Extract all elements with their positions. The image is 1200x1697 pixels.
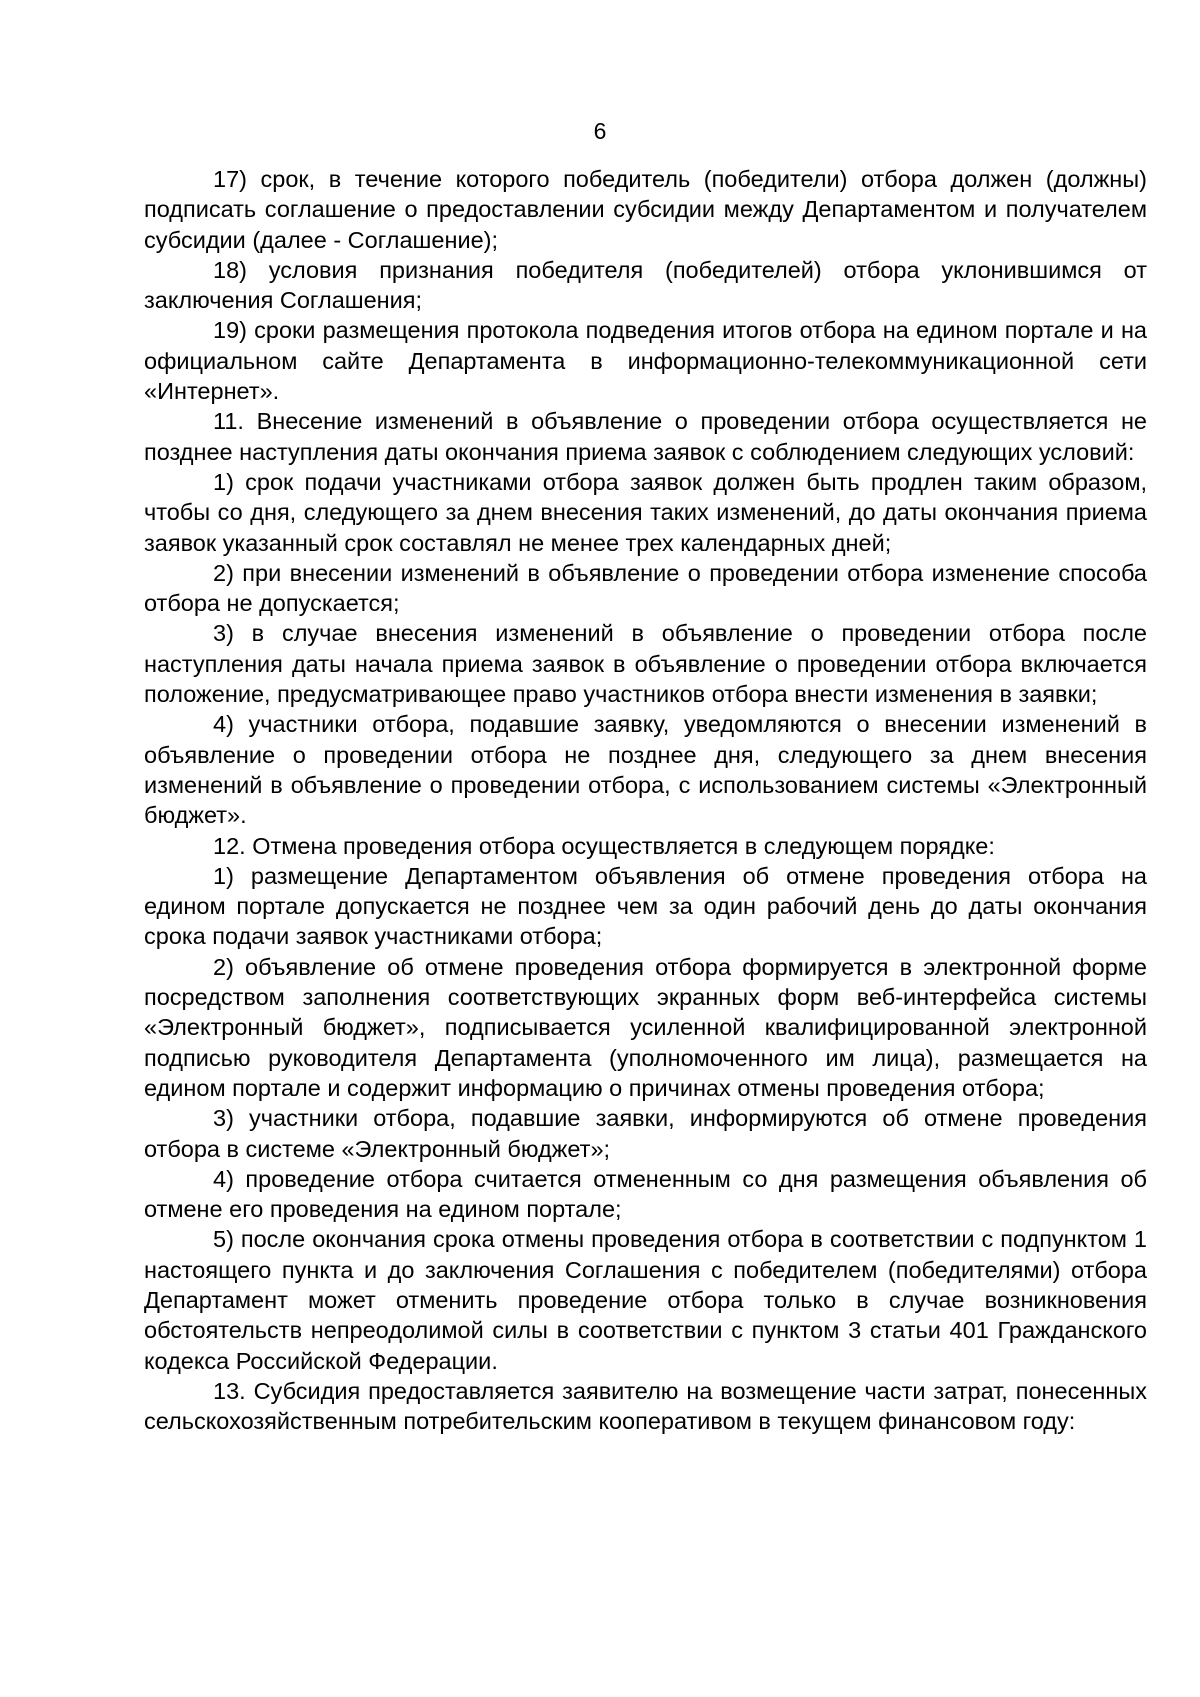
page-number: 6 bbox=[593, 118, 607, 144]
paragraph-clause-12-item-4: 4) проведение отбора считается отмененным со дня размещения объявления об отмене его проведения на едином портале; bbox=[144, 1165, 1147, 1223]
paragraph-clause-11: 11. Внесение изменений в объявление о проведении отбора осуществляется не позднее наступления даты окончания приема заявок с соблюдением следующих условий: bbox=[144, 408, 1147, 465]
paragraph-clause-12-item-3: 3) участники отбора, подавшие заявки, информируются об отмене проведения отбора в системе «Электронный бюджет»; bbox=[144, 1105, 1147, 1162]
paragraph-item-17: 17) срок, в течение которого победитель (победители) отбора должен (должны) подписать соглашение о предоставлении субсидии между Департаментом и получателем субсидии (далее - Соглашение); bbox=[144, 166, 1147, 253]
paragraph-clause-11-item-3: 3) в случае внесения изменений в объявление о проведении отбора после наступления даты начала приема заявок в объявление о проведении отбора включается положение, предусматривающее право участников отбора внести изменения в заявки; bbox=[144, 620, 1147, 708]
paragraph-clause-12: 12. Отмена проведения отбора осуществляется в следующем порядке: bbox=[213, 832, 995, 859]
paragraph-clause-11-item-4: 4) участники отбора, подавшие заявку, уведомляются о внесении изменений в объявление о проведении отбора не позднее дня, следующего за днем внесения изменений в объявление о проведении отбора, с использованием системы «Электронный бюджет». bbox=[144, 711, 1147, 829]
paragraph-clause-12-item-5: 5) после окончания срока отмены проведения отбора в соответствии с подпунктом 1 настоящего пункта и до заключения Соглашения с победителем (победителями) отбора Департамент может отменить проведение отбора только в случае возникновения обстоятельств непреодолимой силы в соответствии с пунктом 3 статьи 401 Гражданского кодекса Российской Федерации. bbox=[144, 1226, 1147, 1374]
paragraph-clause-12-item-1: 1) размещение Департаментом объявления об отмене проведения отбора на едином портале допускается не позднее чем за один рабочий день до даты окончания срока подачи заявок участниками отбора; bbox=[144, 862, 1147, 950]
paragraph-item-18: 18) условия признания победителя (победителей) отбора уклонившимся от заключения Соглашения; bbox=[144, 256, 1147, 314]
paragraph-clause-12-item-2: 2) объявление об отмене проведения отбора формируется в электронной форме посредством заполнения соответствующих экранных форм веб-интерфейса системы «Электронный бюджет», подписывается усиленной квалифицированной электронной подписью руководителя Департамента (уполномоченного им лица), размещается на едином портале и содержит информацию о причинах отмены проведения отбора; bbox=[144, 953, 1147, 1101]
paragraph-clause-11-item-1: 1) срок подачи участниками отбора заявок должен быть продлен таким образом, чтобы со дня, следующего за днем внесения таких изменений, до даты окончания приема заявок указанный срок составлял не менее трех календарных дней; bbox=[144, 468, 1147, 556]
document-body bbox=[144, 164, 1147, 1436]
paragraph-clause-13: 13. Субсидия предоставляется заявителю на возмещение части затрат, понесенных сельскохозяйственным потребительским кооперативом в текущем финансовом году: bbox=[144, 1377, 1147, 1435]
paragraph-item-19: 19) сроки размещения протокола подведения итогов отбора на едином портале и на официальном сайте Департамента в информационно-телекоммуникационной сети «Интернет». bbox=[144, 317, 1147, 405]
paragraph-clause-11-item-2: 2) при внесении изменений в объявление о проведении отбора изменение способа отбора не допускается; bbox=[144, 559, 1147, 617]
